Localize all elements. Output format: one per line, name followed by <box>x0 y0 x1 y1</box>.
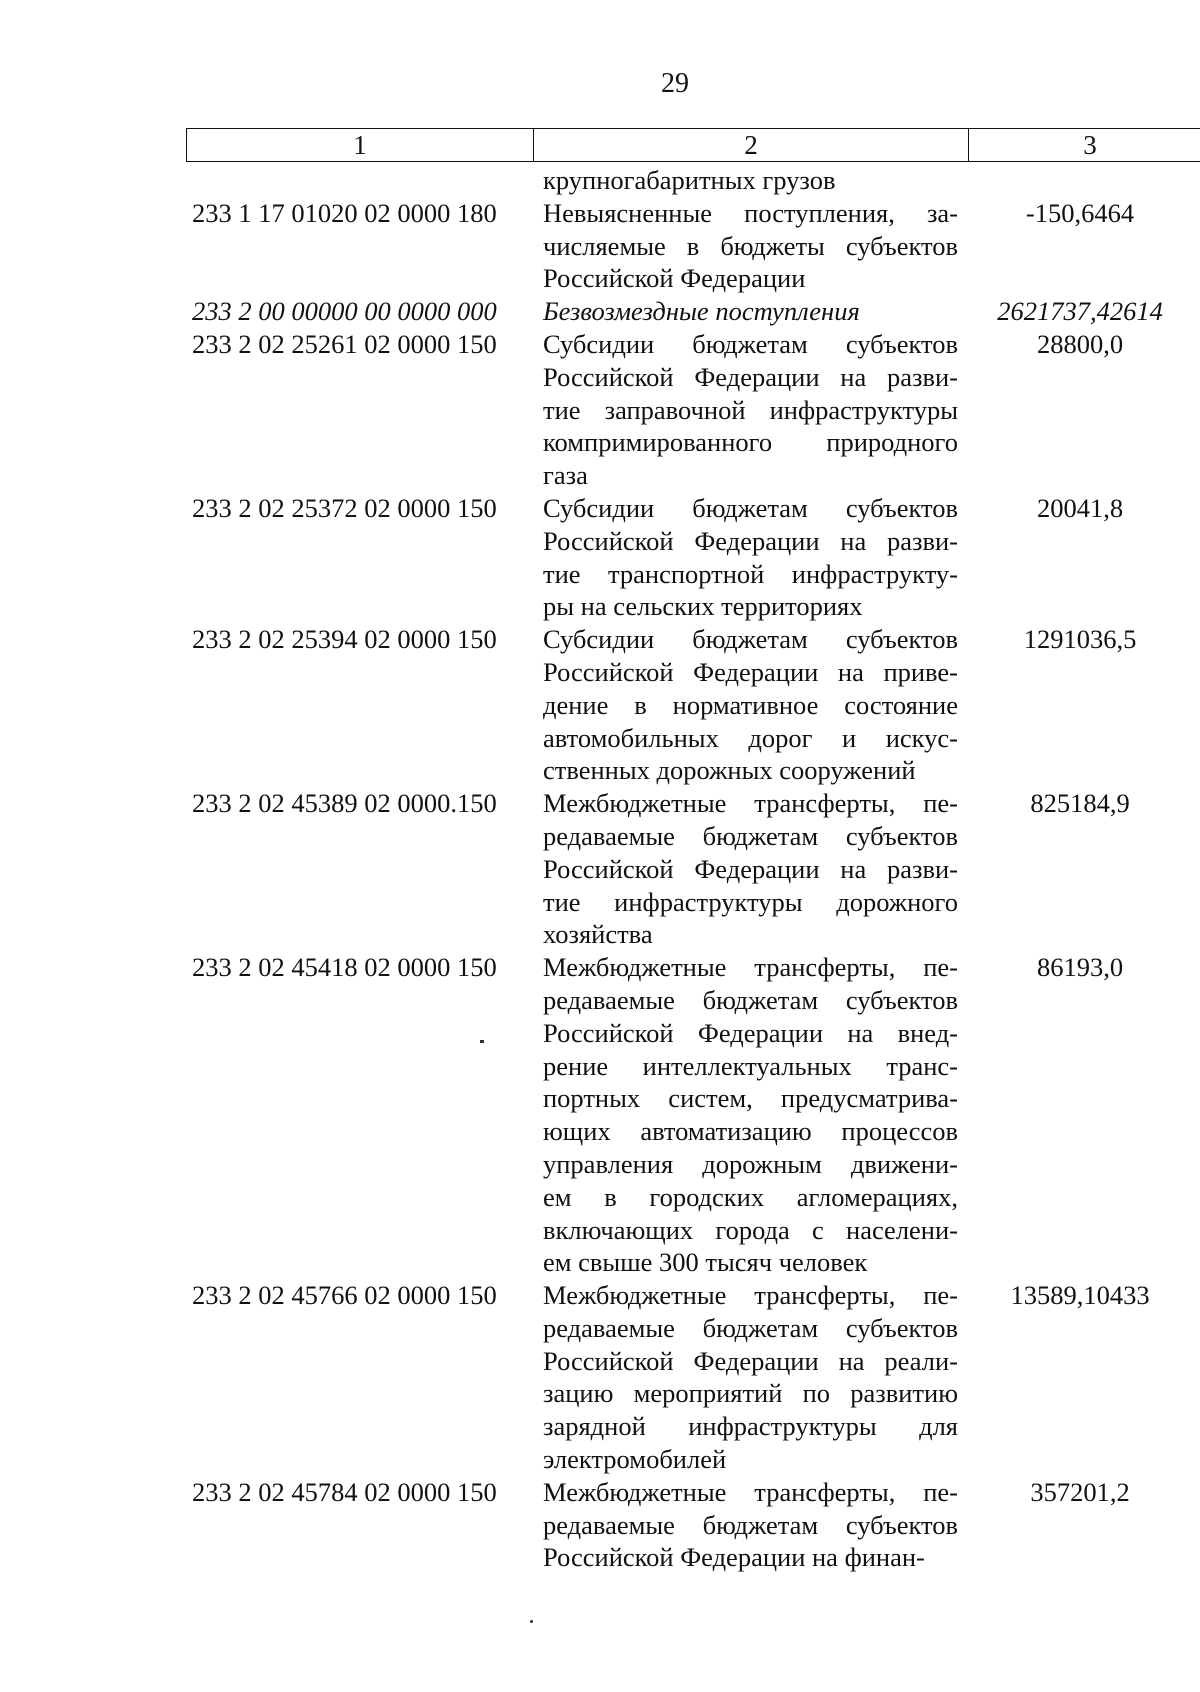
description-line: Российской Федерации на разви- <box>543 525 958 556</box>
income-description <box>543 787 958 951</box>
table-row <box>186 197 1200 295</box>
table-row <box>186 1279 1200 1476</box>
description-line: портных систем, предусматрива- <box>543 1083 958 1114</box>
amount-value <box>958 164 1200 197</box>
amount-value: 13589,10433 <box>1010 1280 1150 1311</box>
income-description <box>543 295 958 328</box>
description-line: Межбюджетные трансферты, пе- <box>543 952 958 983</box>
description-line: Российской Федерации на внед- <box>543 1017 958 1048</box>
budget-code: 233 2 02 45389 02 0000.150 <box>192 788 497 819</box>
description-line: Межбюджетные трансферты, пе- <box>543 1476 958 1507</box>
income-description <box>543 1279 958 1476</box>
table-header <box>186 128 1200 162</box>
table-row <box>186 623 1200 787</box>
budget-code: 233 2 02 45766 02 0000 150 <box>192 1280 497 1311</box>
amount-value: 86193,0 <box>1036 952 1124 983</box>
description-line: тие заправочной инфраструктуры <box>543 394 958 425</box>
table-row <box>186 492 1200 623</box>
description-line: Безвозмездные поступления <box>543 296 860 327</box>
budget-code: 233 1 17 01020 02 0000 180 <box>192 197 497 228</box>
description-line: Российской Федерации <box>543 263 806 294</box>
description-line: включающих города с населени- <box>543 1214 958 1245</box>
income-description <box>543 492 958 623</box>
description-line: Субсидии бюджетам субъектов <box>543 624 958 655</box>
budget-code: 233 2 02 25261 02 0000 150 <box>192 328 497 359</box>
description-line: редаваемые бюджетам субъектов <box>543 1312 958 1343</box>
description-line: ем в городских агломерациях, <box>543 1181 958 1212</box>
description-line: редаваемые бюджетам субъектов <box>543 984 958 1015</box>
description-line: редаваемые бюджетам субъектов <box>543 820 958 851</box>
amount-value: 1291036,5 <box>1023 624 1137 655</box>
income-description <box>543 1476 958 1574</box>
description-line: зацию мероприятий по развитию <box>543 1378 958 1409</box>
description-line: хозяйства <box>543 919 653 950</box>
description-line: Межбюджетные трансферты, пе- <box>543 788 958 819</box>
description-line: Невыясненные поступления, за- <box>543 197 958 228</box>
description-line: числяемые в бюджеты субъектов <box>543 230 958 261</box>
column-header-1: 1 <box>187 129 534 161</box>
table-row <box>186 164 1200 197</box>
description-line: ры на сельских территориях <box>543 591 863 622</box>
amount-value: 20041,8 <box>1036 492 1124 523</box>
description-line: Российской Федерации на реали- <box>543 1345 958 1376</box>
description-line: ем свыше 300 тысяч человек <box>543 1247 868 1278</box>
budget-code: 233 2 02 45784 02 0000 150 <box>192 1476 497 1507</box>
column-header-3: 3 <box>1083 129 1097 160</box>
budget-code: 233 2 00 00000 00 0000 000 <box>192 296 497 327</box>
scan-speck <box>480 1040 484 1043</box>
description-line: компримированного природного <box>543 427 958 458</box>
description-line: Российской Федерации на разви- <box>543 853 958 884</box>
amount-value: -150,6464 <box>1025 197 1135 228</box>
table-row <box>186 1476 1200 1574</box>
description-line: автомобильных дорог и искус- <box>543 722 958 753</box>
description-line: газа <box>543 460 588 491</box>
income-description <box>543 623 958 787</box>
amount-value: 2621737,42614 <box>997 296 1163 327</box>
income-description <box>543 328 958 492</box>
table-row <box>186 295 1200 328</box>
description-line: Российской Федерации на финан- <box>543 1542 925 1573</box>
amount-value: 825184,9 <box>1030 788 1130 819</box>
page-number: 29 <box>661 68 689 99</box>
scan-speck <box>530 1620 533 1623</box>
description-line: Субсидии бюджетам субъектов <box>543 492 958 523</box>
budget-code: 233 2 02 45418 02 0000 150 <box>192 952 497 983</box>
income-description <box>543 164 958 197</box>
budget-code: 233 2 02 25372 02 0000 150 <box>192 492 497 523</box>
description-line: дение в нормативное состояние <box>543 689 958 720</box>
description-line: Российской Федерации на разви- <box>543 361 958 392</box>
budget-code: 233 2 02 25394 02 0000 150 <box>192 624 497 655</box>
table-row <box>186 951 1200 1279</box>
table-row <box>186 328 1200 492</box>
description-line: тие инфраструктуры дорожного <box>543 886 958 917</box>
description-line: управления дорожным движени- <box>543 1148 958 1179</box>
amount-value: 357201,2 <box>1030 1476 1130 1507</box>
description-line: рение интеллектуальных транс- <box>543 1050 958 1081</box>
amount-value: 28800,0 <box>1036 328 1124 359</box>
table-row <box>186 787 1200 951</box>
description-line: крупногабаритных грузов <box>543 165 836 195</box>
table-body <box>186 164 1200 1574</box>
description-line: ющих автоматизацию процессов <box>543 1116 958 1147</box>
description-line: Российской Федерации на приве- <box>543 656 958 687</box>
income-description <box>543 951 958 1279</box>
description-line: электромобилей <box>543 1444 727 1475</box>
description-line: зарядной инфраструктуры для <box>543 1411 958 1442</box>
description-line: Субсидии бюджетам субъектов <box>543 328 958 359</box>
description-line: ственных дорожных сооружений <box>543 755 916 786</box>
description-line: редаваемые бюджетам субъектов <box>543 1509 958 1540</box>
budget-code <box>186 164 533 197</box>
column-header-2: 2 <box>534 129 969 161</box>
income-description <box>543 197 958 295</box>
description-line: Межбюджетные трансферты, пе- <box>543 1280 958 1311</box>
description-line: тие транспортной инфраструкту- <box>543 558 958 589</box>
